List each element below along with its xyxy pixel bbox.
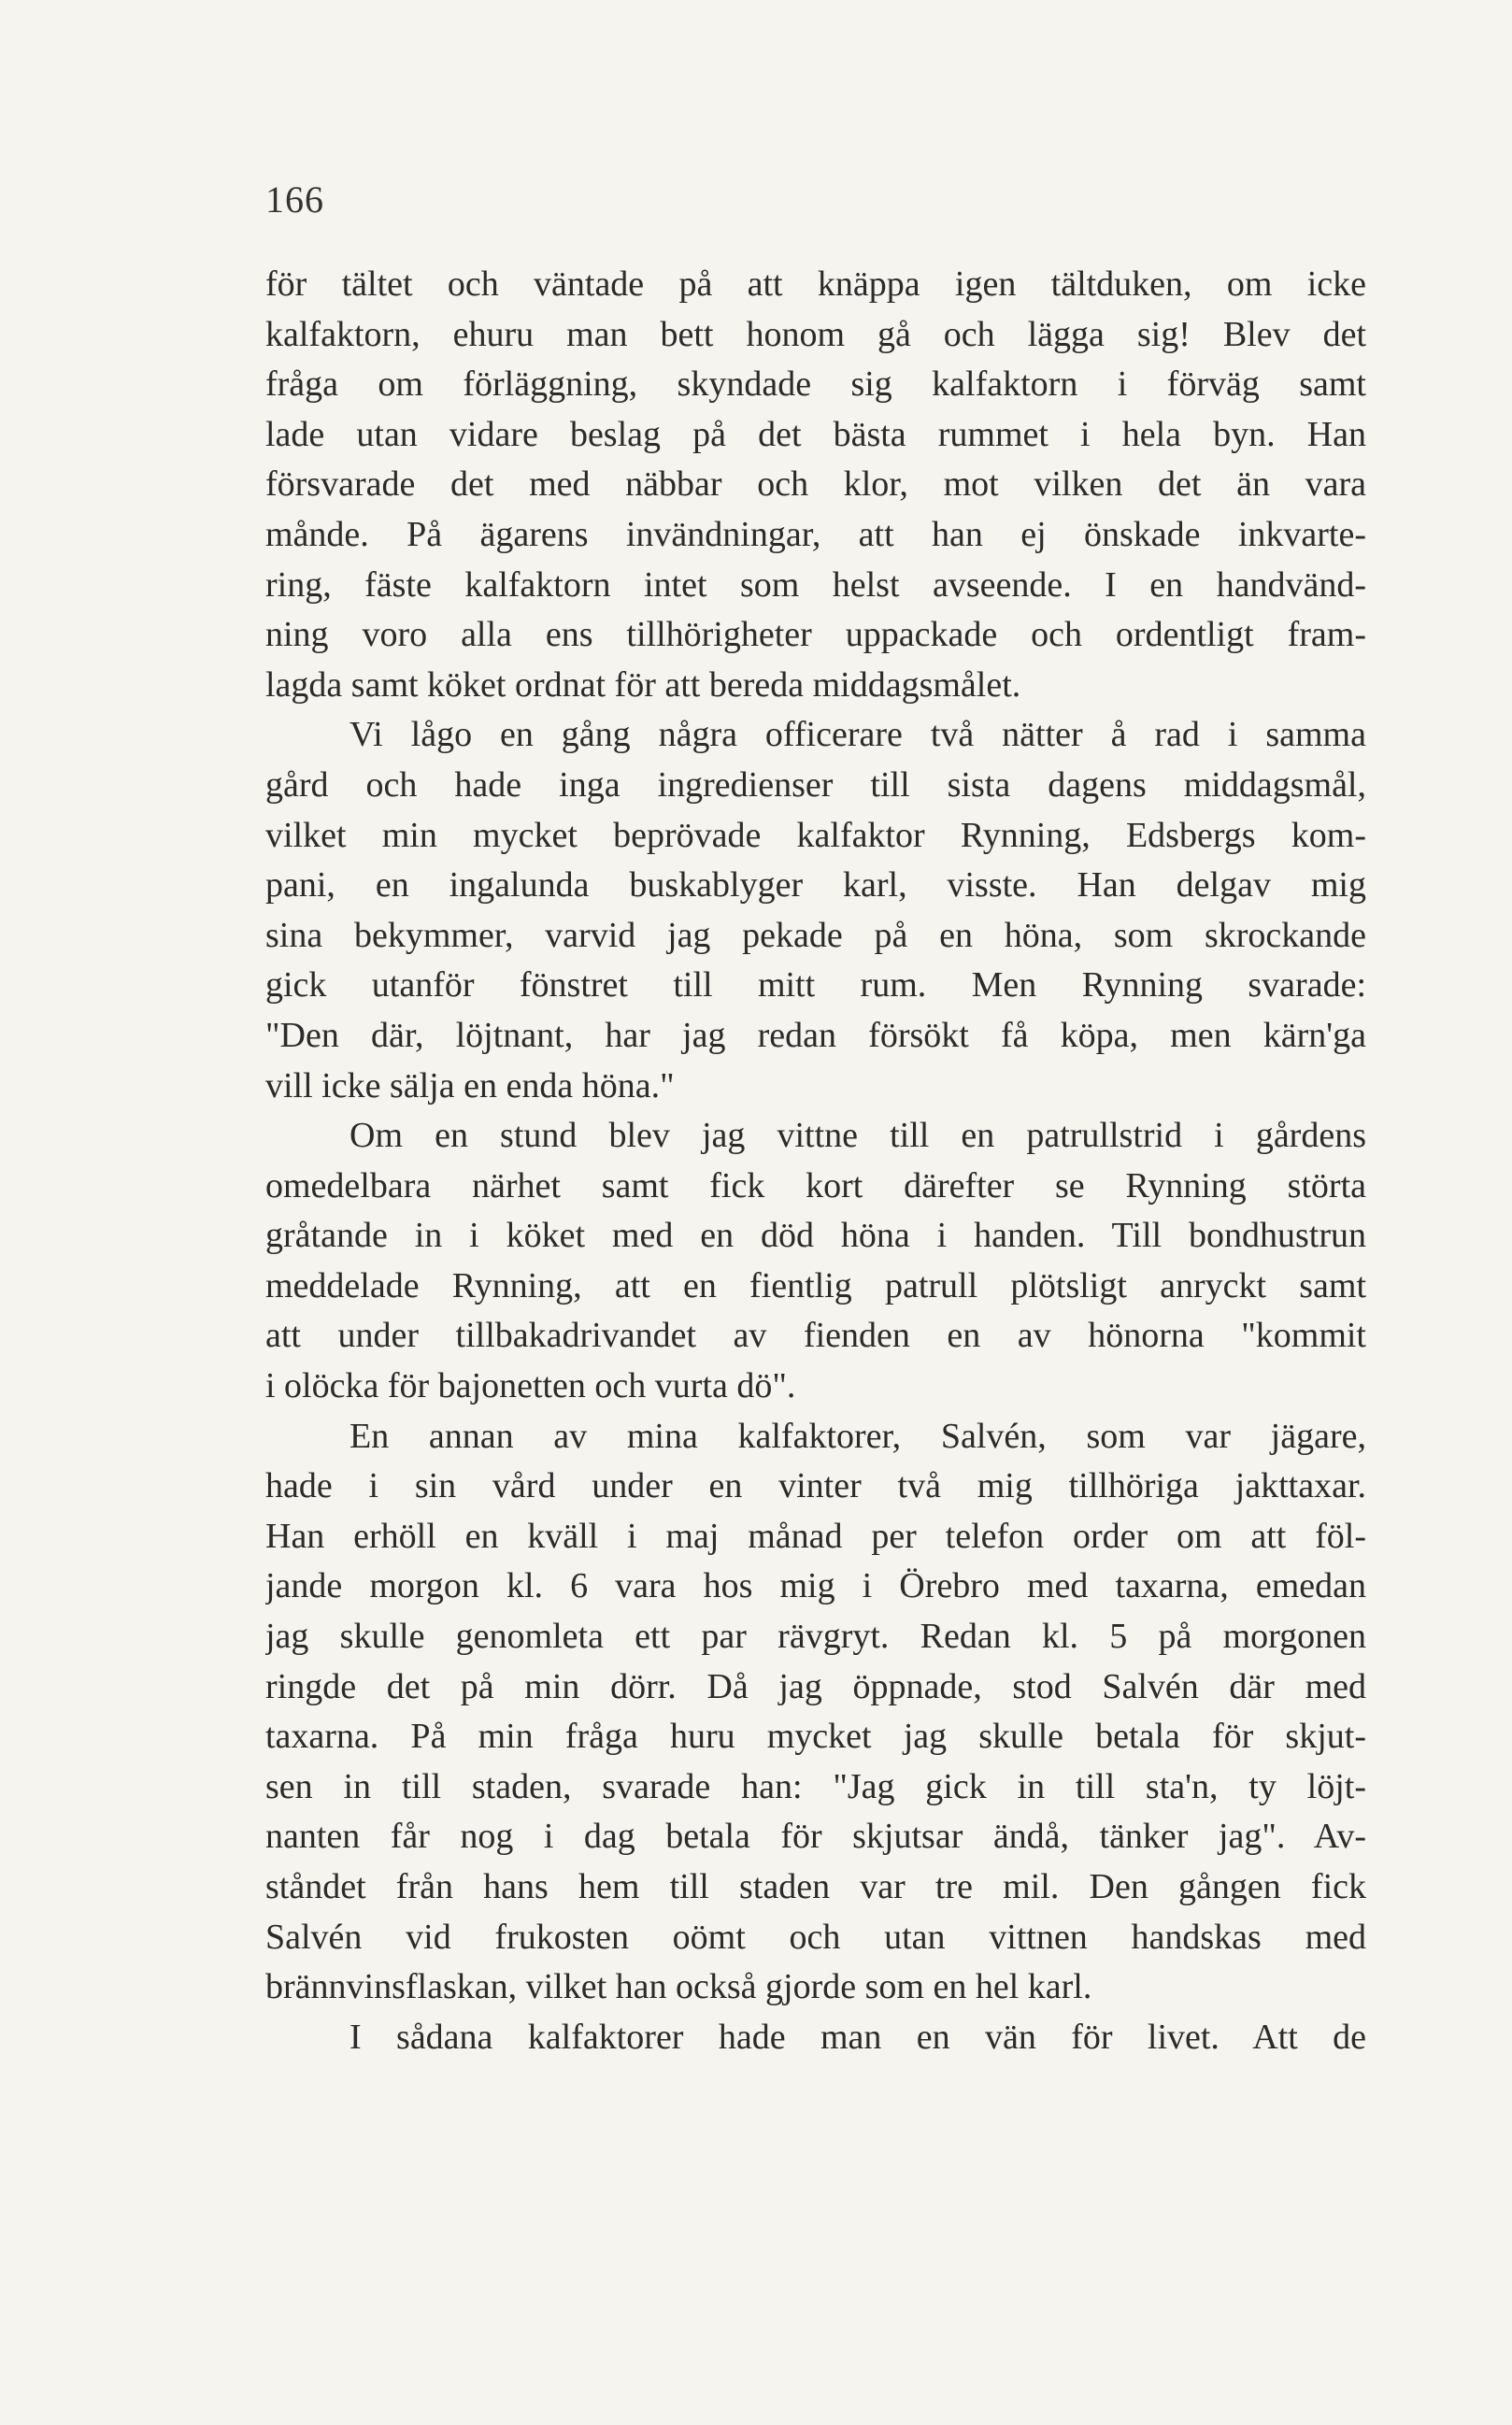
text-line: lade utan vidare beslag på det bästa rummet i hela byn. Han: [265, 414, 1366, 454]
text-line: gick utanför fönstret till mitt rum. Men Rynning svarade:: [265, 965, 1366, 1006]
text-line: gråtande in i köket med en död höna i handen. Till bondhustrun: [265, 1216, 1366, 1256]
text-line: att under tillbakadrivandet av fienden en av hönorna "kommit: [265, 1316, 1366, 1356]
text-line: hade i sin vård under en vinter två mig tillhöriga jakttaxar.: [265, 1466, 1366, 1506]
text-line: brännvinsflaskan, vilket han också gjorde som en hel karl.: [265, 1967, 1092, 2007]
text-line: nanten får nog i dag betala för skjutsar ändå, tänker jag". Av-: [265, 1817, 1366, 1857]
text-line: jag skulle genomleta ett par rävgryt. Redan kl. 5 på morgonen: [265, 1617, 1366, 1657]
text-line: I sådana kalfaktorer hade man en vän för livet. Att de: [349, 2017, 1366, 2057]
text-line: ringde det på min dörr. Då jag öppnade, stod Salvén där med: [265, 1666, 1366, 1706]
text-line: för tältet och väntade på att knäppa igen tältduken, om icke: [265, 264, 1366, 304]
text-line: Salvén vid frukosten oömt och utan vittnen handskas med: [265, 1917, 1366, 1957]
text-line: pani, en ingalunda buskablyger karl, visste. Han delgav mig: [265, 865, 1366, 906]
text-line: jande morgon kl. 6 vara hos mig i Örebro med taxarna, emedan: [265, 1566, 1366, 1606]
text-line: ning voro alla ens tillhörigheter uppackade och ordentligt fram-: [265, 615, 1366, 655]
text-line: i olöcka för bajonetten och vurta dö".: [265, 1366, 796, 1406]
text-line: Han erhöll en kväll i maj månad per telefon order om att föl-: [265, 1516, 1366, 1556]
text-line: fråga om förläggning, skyndade sig kalfaktorn i förväg samt: [265, 364, 1366, 405]
text-line: taxarna. På min fråga huru mycket jag skulle betala för skjut-: [265, 1717, 1366, 1757]
text-line: försvarade det med näbbar och klor, mot vilken det än vara: [265, 464, 1366, 505]
text-line: ring, fäste kalfaktorn intet som helst avseende. I en handvänd-: [265, 564, 1366, 605]
text-line: meddelade Rynning, att en fientlig patrull plötsligt anryckt samt: [265, 1265, 1366, 1305]
text-line: "Den där, löjtnant, har jag redan försökt få köpa, men kärn'ga: [265, 1015, 1366, 1055]
text-line: omedelbara närhet samt fick kort därefter se Rynning störta: [265, 1165, 1366, 1205]
text-line: lagda samt köket ordnat för att bereda middagsmålet.: [265, 664, 1021, 705]
text-line: månde. På ägarens invändningar, att han ej önskade inkvarte-: [265, 514, 1366, 554]
text-line: vill icke sälja en enda höna.": [265, 1065, 675, 1106]
body-text: [265, 260, 1366, 2062]
page-number: 166: [265, 178, 324, 221]
text-line: sen in till staden, svarade han: "Jag gick in till sta'n, ty löjt-: [265, 1766, 1366, 1806]
text-line: vilket min mycket beprövade kalfaktor Rynning, Edsbergs kom-: [265, 815, 1366, 855]
text-line: sina bekymmer, varvid jag pekade på en höna, som skrockande: [265, 915, 1366, 955]
text-line: gård och hade inga ingredienser till sista dagens middagsmål,: [265, 764, 1366, 805]
text-line: Om en stund blev jag vittne till en patrullstrid i gårdens: [349, 1116, 1366, 1156]
text-line: ståndet från hans hem till staden var tre mil. Den gången fick: [265, 1867, 1366, 1906]
text-line: En annan av mina kalfaktorer, Salvén, som var jägare,: [349, 1416, 1366, 1456]
text-line: kalfaktorn, ehuru man bett honom gå och lägga sig! Blev det: [265, 314, 1366, 354]
text-line: Vi lågo en gång några officerare två nätter å rad i samma: [349, 715, 1366, 755]
